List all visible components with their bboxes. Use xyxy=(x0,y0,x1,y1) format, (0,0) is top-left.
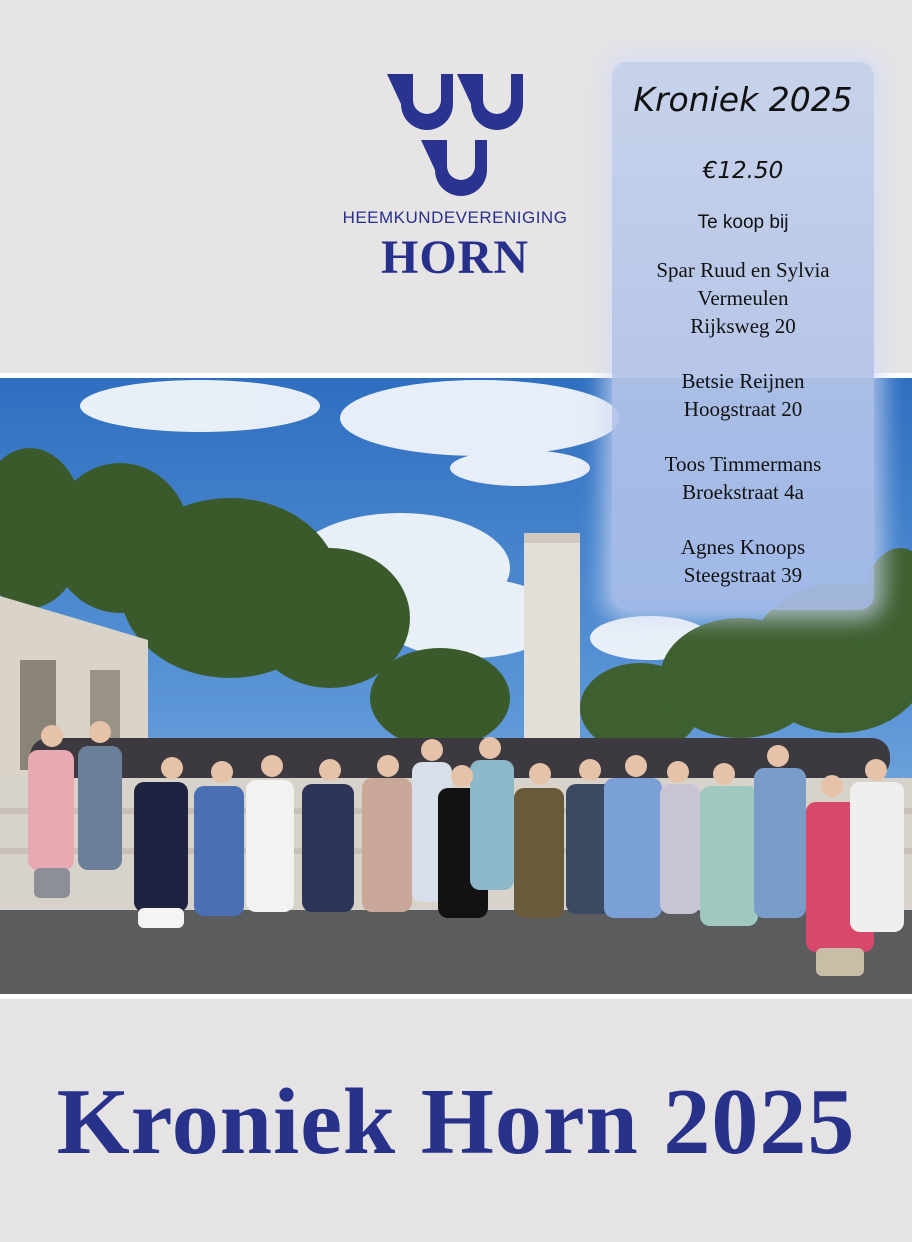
shop-item xyxy=(612,256,874,340)
panel-title: Kroniek 2025 xyxy=(633,80,853,119)
shop-name: Betsie Reijnen xyxy=(681,369,805,393)
shop-list xyxy=(612,256,874,616)
bottom-divider xyxy=(0,994,912,999)
shop-item xyxy=(612,450,874,506)
association-label: HEEMKUNDEVERENIGING xyxy=(342,208,568,227)
shop-name: Toos Timmermans xyxy=(664,452,822,476)
cover-title: Kroniek Horn 2025 xyxy=(56,1070,856,1174)
shop-address: Steegstraat 39 xyxy=(683,563,803,587)
info-panel xyxy=(612,62,874,610)
shield-logo-icon xyxy=(385,70,525,202)
shop-name: Agnes Knoops xyxy=(680,535,806,559)
shop-name: Spar Ruud en Sylvia xyxy=(656,258,830,282)
price: €12.50 xyxy=(702,158,784,184)
buy-label: Te koop bij xyxy=(697,212,789,233)
shop-address: Hoogstraat 20 xyxy=(683,397,803,421)
shop-name-cont: Vermeulen xyxy=(697,286,789,310)
association-name: HORN xyxy=(381,231,529,284)
shop-item xyxy=(612,533,874,589)
shop-address: Rijksweg 20 xyxy=(690,314,796,338)
association-logo xyxy=(320,70,590,285)
shop-item xyxy=(612,367,874,423)
shop-address: Broekstraat 4a xyxy=(682,480,804,504)
